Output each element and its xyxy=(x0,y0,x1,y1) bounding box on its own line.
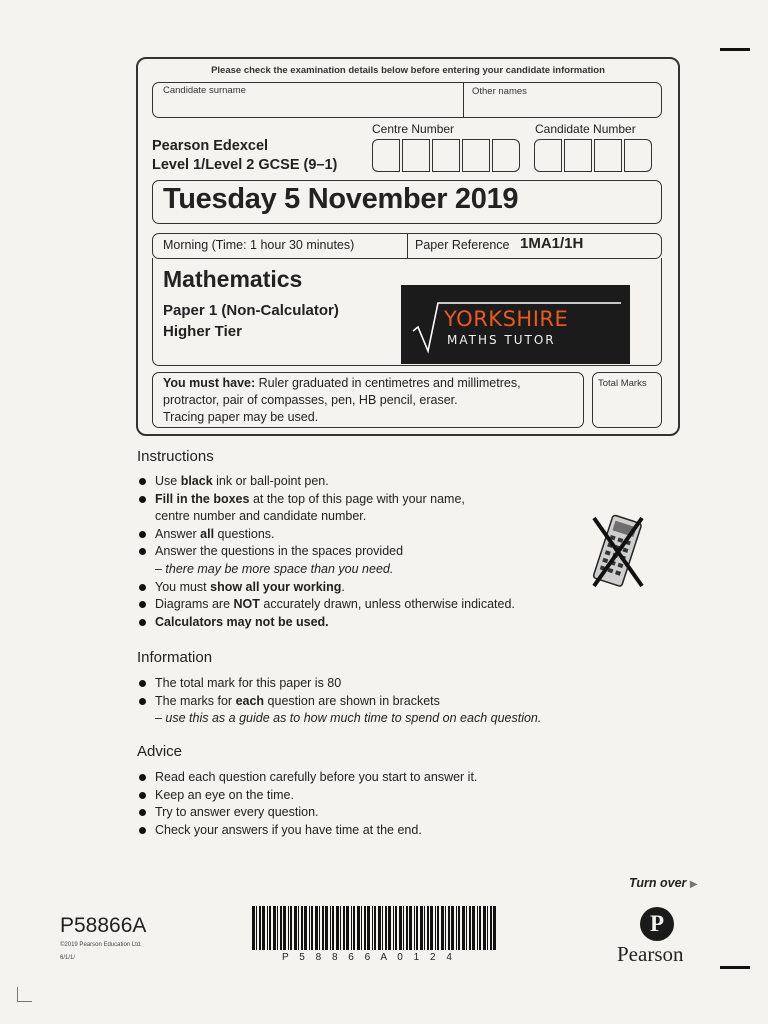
barcode-bar xyxy=(466,906,467,950)
barcode-bar xyxy=(269,906,271,950)
page-edge-mark-bottom xyxy=(720,966,750,969)
barcode-bar xyxy=(343,906,345,950)
barcode-bar xyxy=(290,906,292,950)
barcode-bar xyxy=(409,906,412,950)
barcode-bar xyxy=(311,906,313,950)
barcode-bar xyxy=(382,906,383,950)
must-have-label: You must have: xyxy=(163,376,256,390)
barcode-bar xyxy=(273,906,276,950)
logo-line1: YORKSHIRE xyxy=(444,307,569,331)
barcode-bar xyxy=(259,906,261,950)
barcode-bar xyxy=(483,906,486,950)
barcode-bar xyxy=(283,906,286,950)
barcode-bar xyxy=(448,906,450,950)
candidate-number-label: Candidate Number xyxy=(535,122,636,136)
barcode-bar xyxy=(357,906,360,950)
paper-name: Paper 1 (Non-Calculator) xyxy=(163,302,339,319)
exam-date: Tuesday 5 November 2019 xyxy=(163,183,519,215)
centre-digit-box[interactable] xyxy=(492,139,520,172)
barcode-bar xyxy=(430,906,433,950)
list-item-continuation: – use this as a guide as to how much time to spend on each question. xyxy=(155,711,542,726)
other-names-field[interactable]: Other names xyxy=(472,86,527,97)
centre-number-label: Centre Number xyxy=(372,122,455,136)
barcode-bar xyxy=(437,906,439,950)
barcode-bar xyxy=(325,906,328,950)
barcode-bar xyxy=(277,906,278,950)
centre-digit-box[interactable] xyxy=(402,139,430,172)
barcode-bar xyxy=(378,906,381,950)
barcode-bar xyxy=(301,906,303,950)
barcode-bar xyxy=(351,906,352,950)
barcode-bar xyxy=(353,906,355,950)
barcode-bar xyxy=(479,906,481,950)
barcode-bar xyxy=(309,906,310,950)
barcode-bar xyxy=(406,906,408,950)
candidate-digit-box[interactable] xyxy=(594,139,622,172)
tier: Higher Tier xyxy=(163,323,242,340)
name-box-divider xyxy=(463,83,464,117)
barcode-bar xyxy=(374,906,376,950)
pearson-logo-mark xyxy=(640,907,674,941)
instructions-title: Instructions xyxy=(137,448,214,465)
no-calculator-icon xyxy=(588,512,648,592)
logo-line2: MATHS TUTOR xyxy=(447,333,556,347)
turn-over-note xyxy=(629,876,698,890)
barcode-bar xyxy=(477,906,478,950)
barcode-bar xyxy=(346,906,349,950)
list-item-continuation: – there may be more space than you need. xyxy=(155,561,394,576)
corner-mark xyxy=(17,987,32,1002)
barcode-bar xyxy=(435,906,436,950)
advice-title: Advice xyxy=(137,743,183,760)
exam-board: Pearson Edexcel xyxy=(152,138,269,154)
list-item: Try to answer every question. xyxy=(137,804,477,822)
qualification-level: Level 1/Level 2 GCSE (9–1) xyxy=(152,157,338,173)
barcode-bar xyxy=(493,906,496,950)
barcode-bar xyxy=(420,906,423,950)
barcode-bar xyxy=(262,906,265,950)
barcode-bar xyxy=(336,906,339,950)
copyright: ©2019 Pearson Education Ltd. xyxy=(60,942,142,948)
barcode-bar xyxy=(472,906,475,950)
barcode-bar xyxy=(304,906,307,950)
barcode-bar xyxy=(424,906,425,950)
paper-reference-value: 1MA1/1H xyxy=(520,235,584,252)
barcode-bar xyxy=(445,906,446,950)
must-have-text xyxy=(163,375,583,426)
barcode-bar xyxy=(385,906,387,950)
barcode-bar xyxy=(322,906,324,950)
list-item: Keep an eye on the time. xyxy=(137,787,477,805)
play-arrow-icon: ▶ xyxy=(689,879,698,890)
page-edge-mark-top xyxy=(720,48,750,51)
session-divider xyxy=(407,234,408,258)
barcode-bar xyxy=(456,906,457,950)
centre-digit-box[interactable] xyxy=(432,139,460,172)
list-item-continuation: centre number and candidate number. xyxy=(155,509,367,524)
barcode-bar xyxy=(416,906,418,950)
barcode-bar xyxy=(487,906,488,950)
barcode-bar xyxy=(294,906,297,950)
list-item: Fill in the boxes at the top of this page with your name, xyxy=(137,491,515,509)
session-time: Morning (Time: 1 hour 30 minutes) xyxy=(163,238,355,252)
information-list xyxy=(137,675,541,728)
publisher-name: Pearson xyxy=(617,942,684,966)
yorkshire-maths-tutor-logo xyxy=(401,285,630,364)
barcode-bar xyxy=(414,906,415,950)
barcode-bar xyxy=(393,906,394,950)
candidate-surname-field[interactable]: Candidate surname xyxy=(163,85,246,96)
barcode-bar xyxy=(403,906,404,950)
barcode-bar xyxy=(288,906,289,950)
paper-reference-label: Paper Reference xyxy=(415,238,510,252)
list-item: Read each question carefully before you start to answer it. xyxy=(137,769,477,787)
centre-digit-box[interactable] xyxy=(462,139,490,172)
list-item: Use black ink or ball-point pen. xyxy=(137,473,515,491)
list-item: You must show all your working. xyxy=(137,579,515,597)
must-have-line2: protractor, pair of compasses, pen, HB pencil, eraser. xyxy=(163,393,458,407)
list-item: Answer all questions. xyxy=(137,526,515,544)
list-item: Answer the questions in the spaces provided xyxy=(137,543,515,561)
candidate-digit-box[interactable] xyxy=(564,139,592,172)
barcode xyxy=(250,906,500,952)
barcode-bar xyxy=(280,906,282,950)
header-note: Please check the examination details below before entering your candidate information xyxy=(211,65,605,76)
instructions-list xyxy=(137,473,515,631)
advice-list xyxy=(137,769,477,839)
barcode-bar xyxy=(469,906,471,950)
barcode-bar xyxy=(315,906,318,950)
candidate-digit-box[interactable] xyxy=(534,139,562,172)
barcode-bar xyxy=(367,906,370,950)
paper-code: P58866A xyxy=(60,914,147,937)
barcode-bar xyxy=(298,906,299,950)
must-have-line1: Ruler graduated in centimetres and millimetres, xyxy=(258,376,521,390)
barcode-bar xyxy=(427,906,429,950)
print-code: 6/1/1/ xyxy=(60,955,76,961)
centre-digit-box[interactable] xyxy=(372,139,400,172)
barcode-bar xyxy=(319,906,320,950)
barcode-bar xyxy=(330,906,331,950)
barcode-bar xyxy=(441,906,444,950)
subject-title: Mathematics xyxy=(163,266,303,292)
barcode-bar xyxy=(364,906,366,950)
barcode-bar xyxy=(490,906,492,950)
candidate-number-boxes xyxy=(534,139,652,172)
barcode-bar xyxy=(458,906,460,950)
list-item: Check your answers if you have time at the end. xyxy=(137,822,477,840)
candidate-digit-box[interactable] xyxy=(624,139,652,172)
barcode-bar xyxy=(388,906,391,950)
barcode-bar xyxy=(361,906,362,950)
barcode-bar xyxy=(332,906,334,950)
turn-over-text: Turn over xyxy=(629,876,687,890)
total-marks-label: Total Marks xyxy=(598,378,647,389)
barcode-bar xyxy=(267,906,268,950)
barcode-bar xyxy=(399,906,402,950)
barcode-bar xyxy=(395,906,397,950)
barcode-number: P 5 8 8 6 6 A 0 1 2 4 xyxy=(282,952,456,963)
barcode-bar xyxy=(372,906,373,950)
pearson-p-letter: P xyxy=(649,911,665,936)
must-have-line3: Tracing paper may be used. xyxy=(163,410,319,424)
barcode-bar xyxy=(256,906,257,950)
barcode-bar xyxy=(340,906,341,950)
list-item: Diagrams are NOT accurately drawn, unless otherwise indicated. xyxy=(137,596,515,614)
barcode-bar xyxy=(451,906,454,950)
list-item: The marks for each question are shown in brackets xyxy=(137,693,541,711)
information-title: Information xyxy=(137,649,213,666)
list-item: The total mark for this paper is 80 xyxy=(137,675,541,693)
barcode-bar xyxy=(252,906,255,950)
list-item: Calculators may not be used. xyxy=(137,614,515,632)
centre-number-boxes xyxy=(372,139,520,172)
barcode-bar xyxy=(462,906,465,950)
